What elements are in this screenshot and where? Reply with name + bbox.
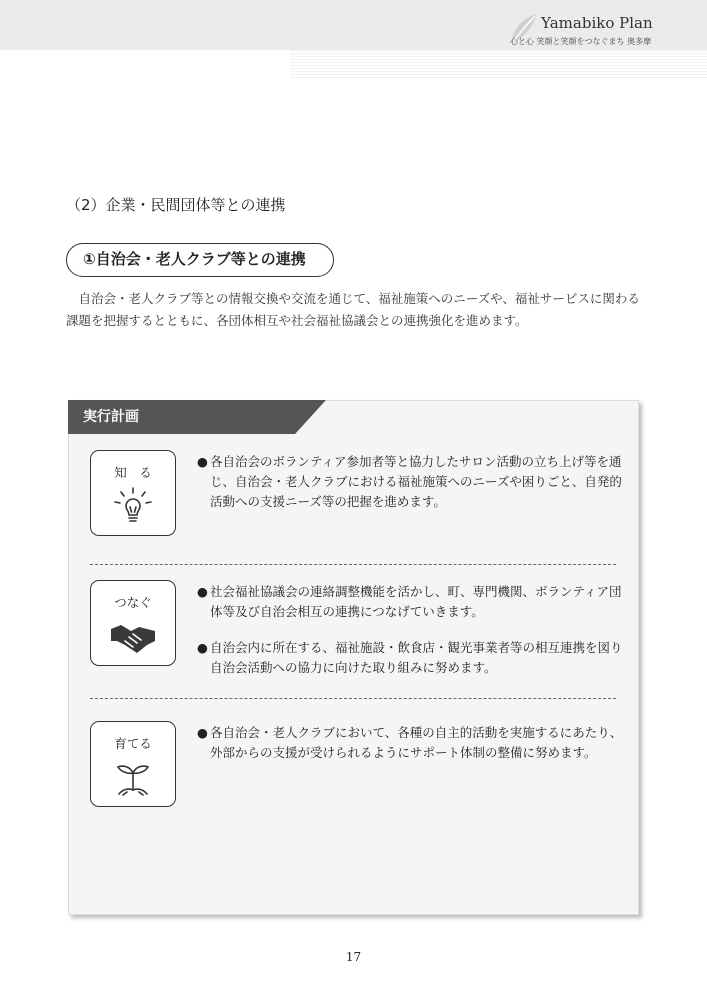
subsection-heading: ①自治会・老人クラブ等との連携: [66, 243, 334, 277]
bullet-marker: ●: [197, 640, 208, 655]
bullet-text: 各自治会のボランティア参加者等と協力したサロン活動の立ち上げ等を通じ、自治会・老人クラブにおける福祉施策へのニーズや困りごと、自発的活動への支援ニーズ等の把握を進めます。: [210, 454, 622, 509]
sprout-icon: [109, 756, 157, 800]
dashed-divider: [90, 564, 616, 565]
bullet-text: 自治会内に所在する、福祉施設・飲食店・観光事業者等の相互連携を図り自治会活動への協力に向けた取り組みに努めます。: [210, 640, 623, 675]
bullet-marker: ●: [197, 454, 208, 469]
plan-bullet: [197, 452, 627, 512]
bullet-marker: ●: [197, 725, 208, 740]
plan-bullet: [197, 638, 627, 678]
logo-tagline: 心と心 笑顔と笑顔をつなぐまち 奥多摩: [510, 37, 652, 46]
bullet-marker: ●: [197, 584, 208, 599]
icon-card-tsunagu: [90, 580, 176, 666]
plan-bullet: [197, 723, 627, 763]
icon-card-label: 育てる: [114, 736, 152, 751]
page-number: 17: [345, 950, 362, 964]
bullet-text: 各自治会・老人クラブにおいて、各種の自主的活動を実施するにあたり、外部からの支援が受けられるようにサポート体制の整備に努めます。: [210, 725, 623, 760]
bullet-text: 社会福祉協議会の連絡調整機能を活かし、町、専門機関、ボランティア団体等及び自治会相互の連携につなげていきます。: [210, 584, 622, 619]
intro-paragraph: 自治会・老人クラブ等との情報交換や交流を通じて、福祉施策へのニーズや、福祉サービスに関わる課題を把握するとともに、各団体相互や社会福祉協議会との連携強化を進めます。: [66, 291, 640, 328]
lightbulb-icon: [109, 485, 157, 529]
icon-card-label: つなぐ: [114, 595, 152, 610]
header-stripes: [290, 50, 707, 78]
handshake-icon: [109, 615, 157, 659]
icon-card-sodateru: [90, 721, 176, 807]
icon-card-shiru: [90, 450, 176, 536]
action-plan-title: 実行計画: [83, 409, 139, 425]
section-heading: （2）企業・民間団体等との連携: [66, 196, 286, 214]
icon-card-label: 知 る: [114, 465, 152, 480]
logo-title: Yamabiko Plan: [541, 14, 653, 32]
dashed-divider: [90, 698, 616, 699]
plan-bullet: [197, 582, 627, 622]
